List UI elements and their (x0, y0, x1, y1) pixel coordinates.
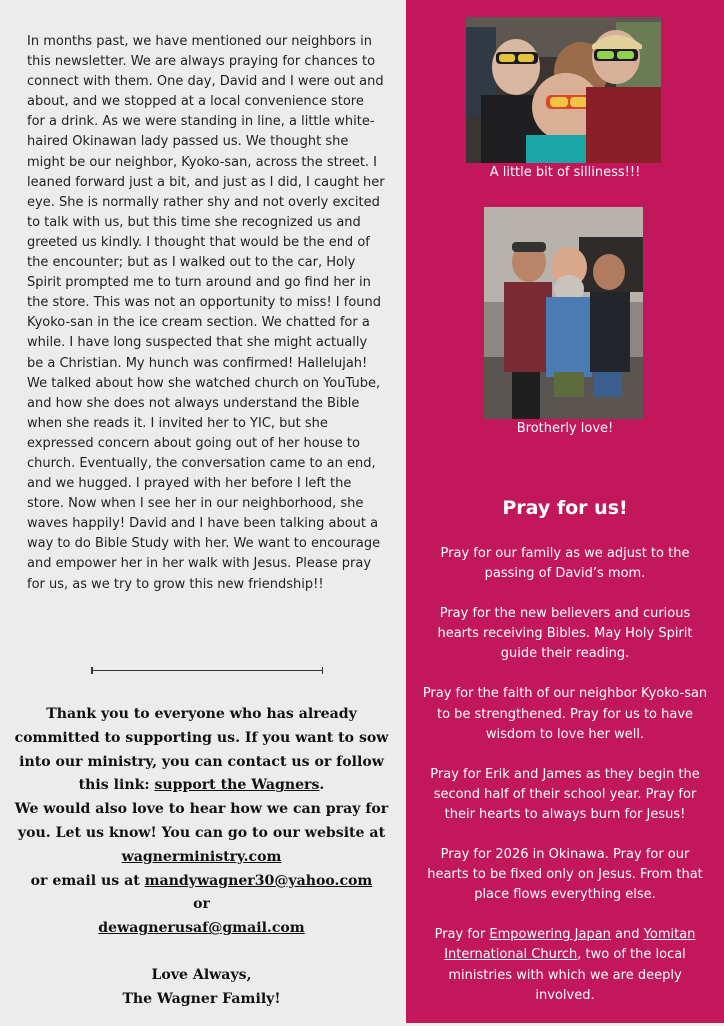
thanks-text-1: Thank you to everyone who has already committed to supporting us. If you want to sow into our ministry, you can contact us or follow this link: (14, 706, 389, 794)
neighbor-story-paragraph: In months past, we have mentioned our neighbors in this newsletter. We are always praying for chances to connect with them. One day, David and I were out and about, and we stopped at a local convenience store for a drink. As we were standing in line, a little white-haired Okinawan lady passed us. We thought she might be our neighbor, Kyoko-san, across the street. I leaned forward just a bit, and just as I did, I caught her eye. She is normally rather shy and not overly excited to talk with us, but this time she recognized us and greeted us kindly. I thought that would be the end of the encounter; but as I walked out to the car, Holy Spirit prompted me to turn around and go find her in the store. This was not an opportunity to miss! I found Kyoko-san in the ice cream section. We chatted for a while. I have long suspected that she might actually be a Christian. My hunch was confirmed! Hallelujah! We talked about how she watched church on YouTube, and how she does not always understand the Bible when she reads it. I invited her to YIC, but she expressed concern about going out of her house to church. Eventually, the conversation came to an end, and we hugged. I prayed with her before I left the store. Now when I see her in our neighborhood, she waves happily! David and I have been talking about a way to do Bible Study with her. We want to encourage and empower her in her walk with Jesus. Please pray for us, as we try to grow this new friendship!! (27, 34, 385, 592)
prayer-item: Pray for our family as we adjust to the passing of David’s mom. (440, 546, 690, 582)
signoff-line-2: The Wagner Family! (122, 991, 281, 1007)
prayer-list (420, 544, 710, 1026)
prayer-item-ministries (420, 925, 710, 1005)
photo-caption-silliness: A little bit of silliness!!! (489, 165, 641, 180)
website-link[interactable]: wagnerministry.com (121, 848, 282, 865)
prayer-item: Pray for Erik and James as they begin the second half of their school year. Pray for their hearts to always burn for Jesus! (430, 766, 700, 822)
prayer-item: Pray for 2026 in Okinawa. Pray for our hearts to be fixed only on Jesus. From that place flows everything else. (427, 847, 703, 903)
prayer-panel (406, 0, 724, 1023)
email-link-david[interactable]: dewagnerusaf@gmail.com (98, 920, 305, 937)
prayer-ministries-and: and (610, 927, 644, 943)
email-link-mandy[interactable]: mandywagner30@yahoo.com (144, 872, 373, 889)
thanks-text-2: We would also love to hear how we can pray for you. Let us know! You can go to our website at (14, 801, 389, 841)
yomitan-international-church-link[interactable]: Yomitan International Church (444, 927, 696, 963)
brothers-hug-photo (484, 207, 643, 419)
photo-caption-brotherly-love: Brotherly love! (516, 421, 614, 436)
signoff-line-1: Love Always, (151, 967, 252, 983)
thanks-period: . (319, 777, 325, 794)
prayer-ministries-prefix: Pray for (434, 927, 490, 943)
family-sunglasses-photo (466, 17, 661, 163)
thanks-text-3: or email us at (30, 872, 145, 889)
brothers-hug-image (484, 207, 643, 419)
prayer-item: Pray for the new believers and curious hearts receiving Bibles. May Holy Spirit guide their reading. (437, 606, 693, 662)
thanks-or: or (193, 896, 210, 913)
prayer-item: Pray for the faith of our neighbor Kyoko-san to be strengthened. Pray for us to have wisdom to love her well. (422, 686, 708, 742)
support-the-wagners-link[interactable]: support the Wagners (154, 777, 320, 794)
thank-you-message (14, 703, 389, 941)
signoff (14, 963, 389, 1011)
family-sunglasses-image (466, 17, 661, 163)
section-divider (91, 670, 323, 671)
prayer-heading: Pray for us! (502, 497, 628, 519)
prayer-ministries-suffix: , two of the local ministries with which we are deeply involved. (448, 947, 686, 1003)
empowering-japan-link[interactable]: Empowering Japan (489, 927, 611, 943)
